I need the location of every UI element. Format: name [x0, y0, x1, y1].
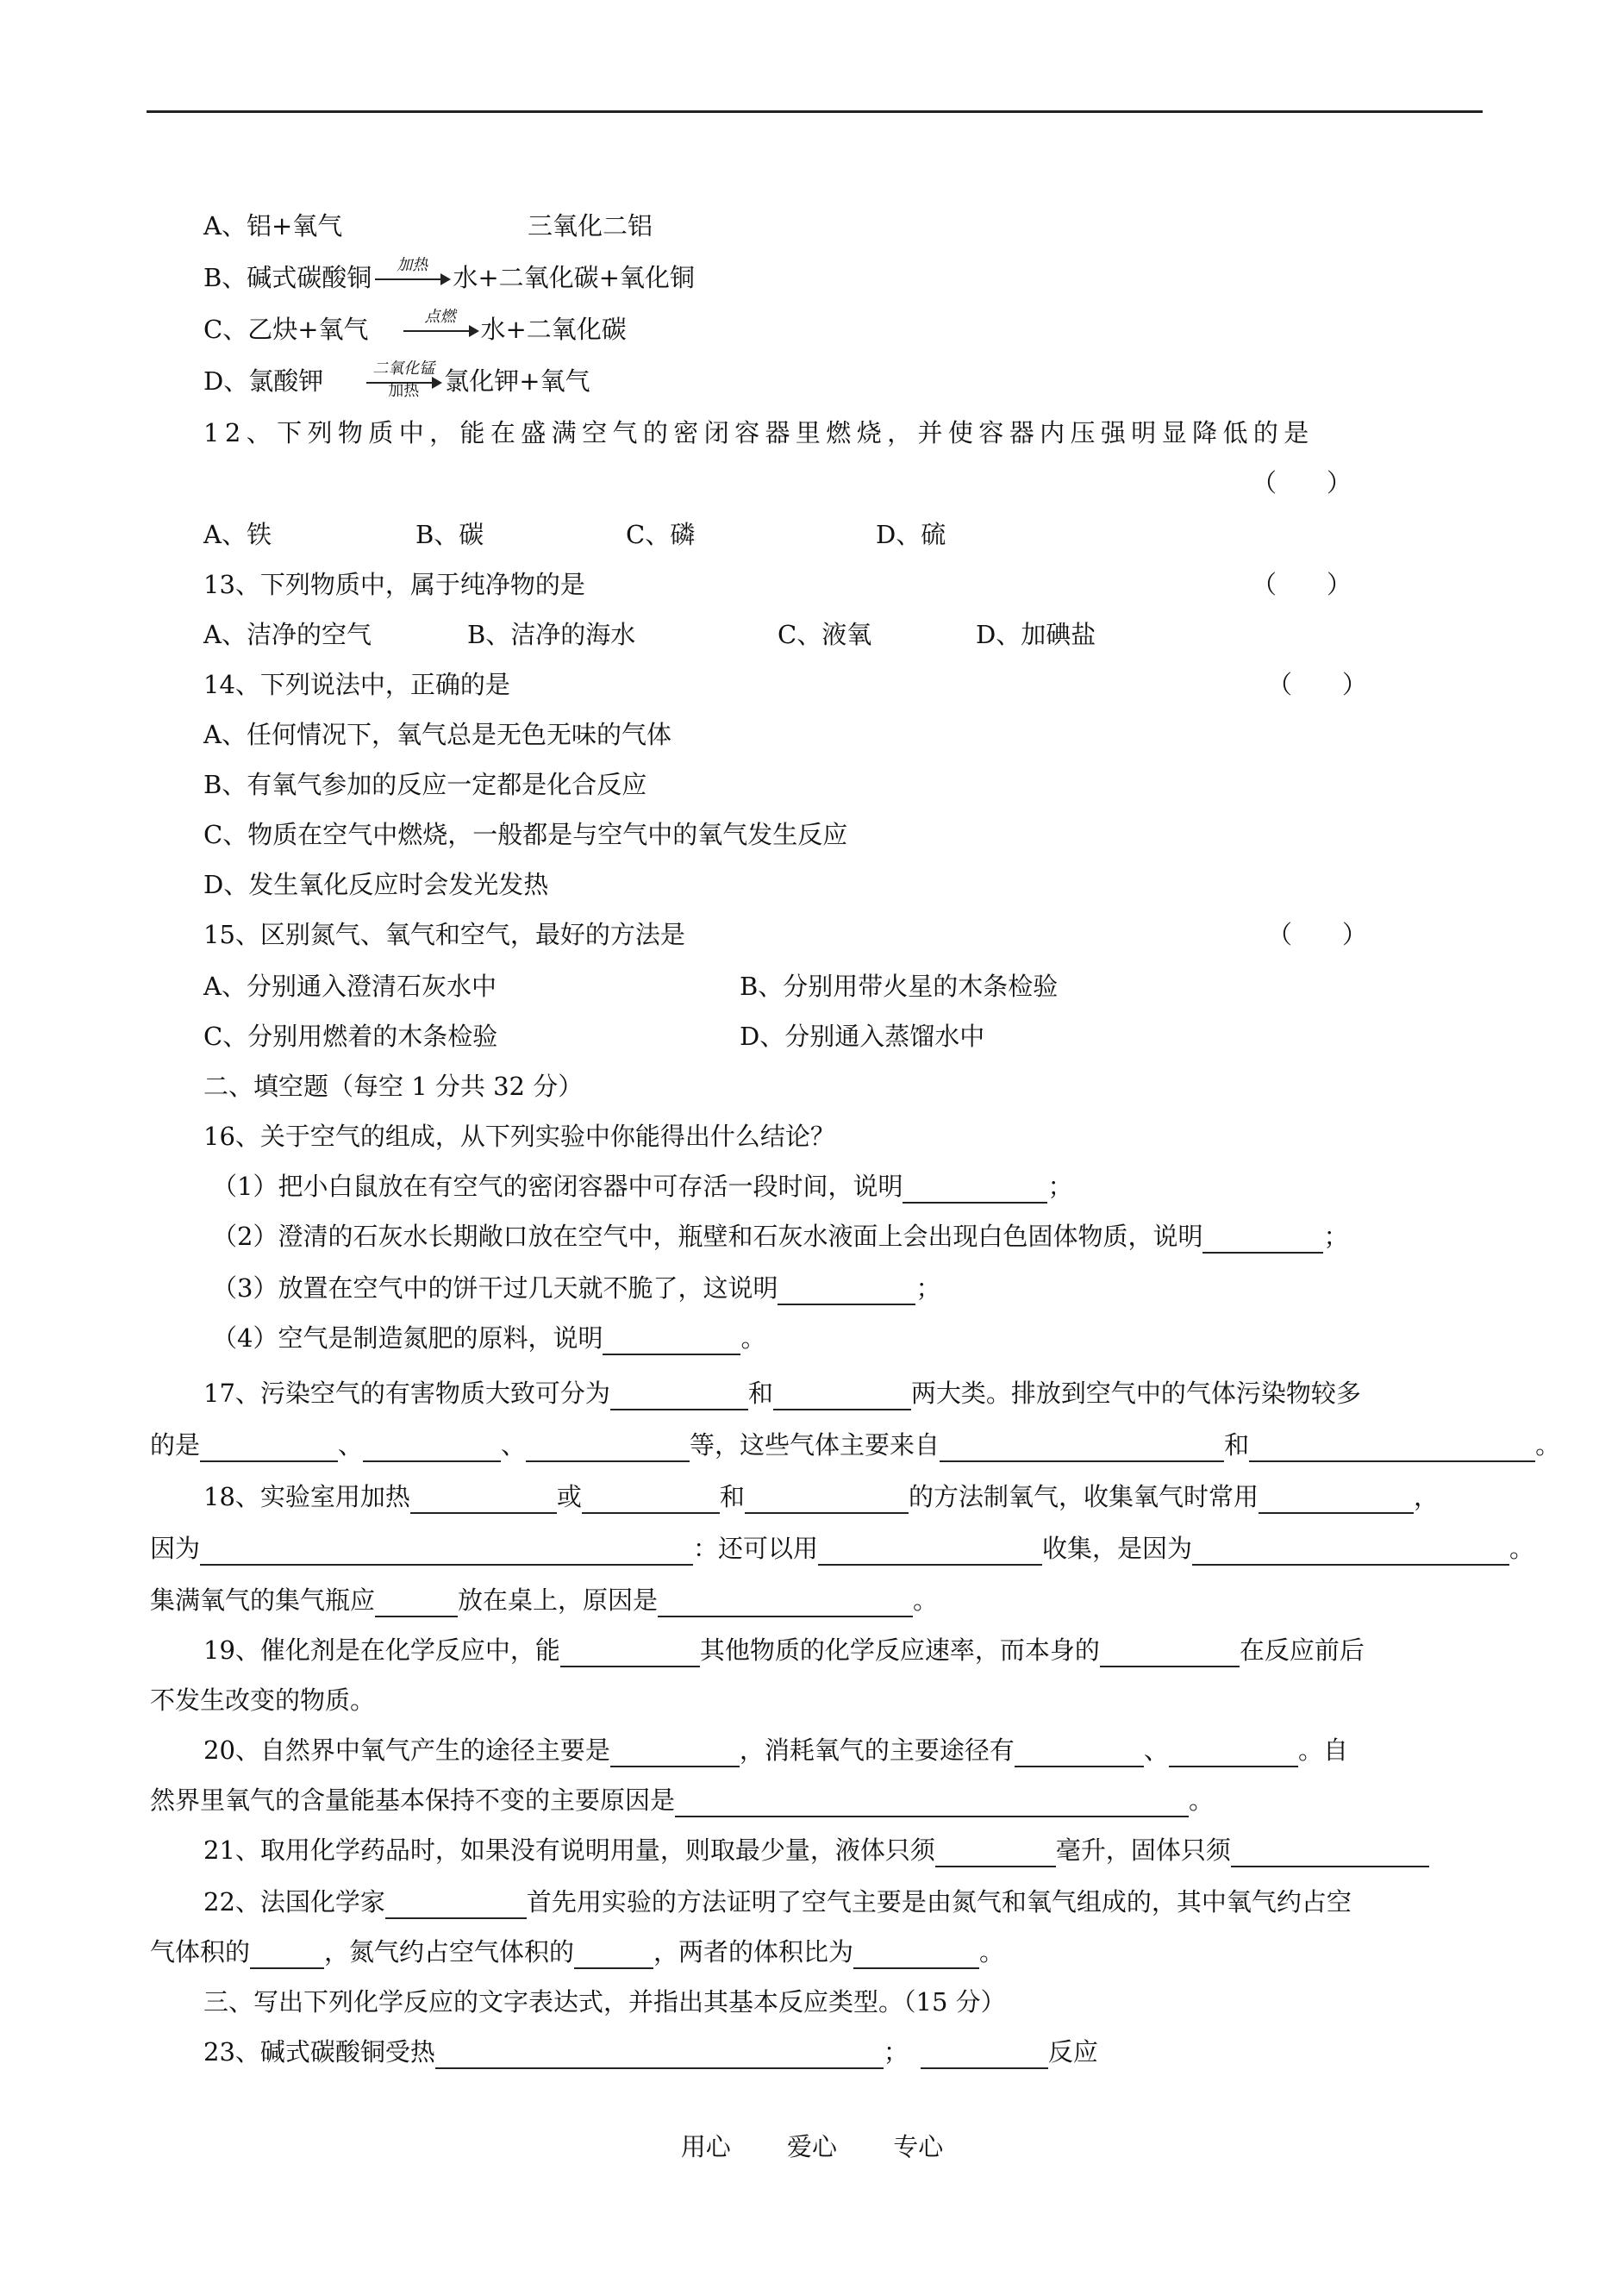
- q13-option-d: D、加碘盐: [976, 620, 1096, 649]
- q20-text: 然界里氧气的含量能基本保持不变的主要原因是: [150, 1785, 676, 1815]
- answer-blank[interactable]: [375, 1590, 458, 1617]
- answer-blank[interactable]: [1202, 1226, 1323, 1254]
- q18-text: 18、实验室用加热: [203, 1482, 410, 1511]
- answer-blank[interactable]: [818, 1538, 1042, 1566]
- answer-blank[interactable]: [610, 1740, 740, 1767]
- q18-text: 放在桌上，原因是: [458, 1585, 659, 1615]
- q18-text: 和: [719, 1482, 745, 1511]
- q18-text: 收集，是因为: [1042, 1534, 1193, 1563]
- answer-blank[interactable]: [903, 1176, 1047, 1204]
- answer-blank[interactable]: [1100, 1640, 1240, 1667]
- q14-option-c: C、物质在空气中燃烧，一般都是与空气中的氧气发生反应: [203, 820, 848, 849]
- q11-option-d: [203, 360, 590, 400]
- answer-blank[interactable]: [1259, 1486, 1414, 1514]
- q20-text: 20、自然界中氧气产生的途径主要是: [203, 1735, 610, 1765]
- answer-blank[interactable]: [603, 1328, 740, 1355]
- q22-text: ，氮气约占空气体积的: [324, 1937, 575, 1967]
- q12-stem: 12、下列物质中，能在盛满空气的密闭容器里燃烧，并使容器内压强明显降低的是: [203, 418, 1315, 447]
- answer-blank[interactable]: [582, 1486, 720, 1514]
- q20-text: 。自: [1297, 1735, 1348, 1765]
- q18-line3: 集满氧气的集气瓶应 放在桌上，原因是 。: [150, 1583, 938, 1617]
- q18-text: ：还可以用: [693, 1534, 819, 1563]
- q22-text: ，两者的体积比为: [653, 1937, 854, 1967]
- answer-blank[interactable]: [1192, 1538, 1509, 1566]
- answer-blank[interactable]: [675, 1790, 1189, 1817]
- q16-sub3: （3）放置在空气中的饼干过几天就不脆了，这说明 ；: [212, 1271, 940, 1305]
- q13-answer-paren: （ ）: [1252, 570, 1352, 599]
- q16-sub4-text: （4）空气是制造氮肥的原料，说明: [212, 1323, 603, 1353]
- q12-option-c: C、磷: [626, 520, 696, 549]
- answer-blank[interactable]: [560, 1640, 700, 1667]
- q18-text: 因为: [150, 1534, 201, 1563]
- q11-option-d-reactants: D、氯酸钾: [203, 366, 324, 396]
- arrow-condition: 加热: [397, 256, 428, 274]
- footer-word: 爱心: [786, 2132, 837, 2161]
- q11-option-b-product: 水+二氧化碳+氧化铜: [453, 263, 695, 292]
- answer-blank[interactable]: [935, 1840, 1056, 1867]
- answer-blank[interactable]: [1231, 1840, 1429, 1867]
- q11-option-c: [203, 308, 627, 348]
- answer-blank[interactable]: [745, 1486, 909, 1514]
- q14-option-b: B、有氧气参加的反应一定都是化合反应: [203, 770, 647, 799]
- q23-text: ；: [883, 2037, 909, 2067]
- q20-line2: 然界里氧气的含量能基本保持不变的主要原因是 。: [150, 1783, 1214, 1817]
- q17-text: 和: [747, 1379, 773, 1408]
- q11-option-a-product: 三氧化二铝: [528, 211, 653, 241]
- q19-text: 其他物质的化学反应速率，而本身的: [699, 1635, 1100, 1665]
- q13-options: [203, 617, 1096, 652]
- q18-text: 或: [556, 1482, 582, 1511]
- q16-stem: 16、关于空气的组成，从下列实验中你能得出什么结论？: [203, 1122, 835, 1151]
- q21-text: 21、取用化学药品时，如果没有说明用量，则取最少量，液体只须: [203, 1835, 935, 1865]
- q17-text: 的是: [150, 1430, 201, 1460]
- q14-option-d: D、发生氧化反应时会发光发热: [203, 870, 549, 899]
- q18-line2: 因为 ：还可以用 收集，是因为 。: [150, 1531, 1534, 1566]
- q16-sub1-text: （1）把小白鼠放在有空气的密闭容器中可存活一段时间，说明: [212, 1172, 903, 1201]
- q13-option-a: A、洁净的空气: [203, 620, 372, 649]
- q19-line1: [203, 1633, 1365, 1667]
- q11-option-a: [203, 209, 653, 243]
- answer-blank[interactable]: [363, 1435, 501, 1462]
- q22-text: 气体积的: [150, 1937, 251, 1967]
- answer-blank[interactable]: [778, 1278, 915, 1305]
- q22-line1: [203, 1885, 1352, 1919]
- q17-line2: 的是 、 、 等，这些气体主要来自 和 。: [150, 1428, 1560, 1462]
- q19-text: 19、催化剂是在化学反应中，能: [203, 1635, 560, 1665]
- q15-option-a: A、分别通入澄清石灰水中: [203, 972, 497, 1001]
- q14-option-a: A、任何情况下，氧气总是无色无味的气体: [203, 720, 671, 749]
- answer-blank[interactable]: [940, 1435, 1224, 1462]
- arrow-condition-bottom: 加热: [388, 382, 420, 400]
- q23-text: 23、碱式碳酸铜受热: [203, 2037, 435, 2067]
- q16-sub2-text: （2）澄清的石灰水长期敞口放在空气中，瓶壁和石灰水液面上会出现白色固体物质，说明: [212, 1222, 1203, 1251]
- answer-blank[interactable]: [200, 1435, 338, 1462]
- q15-option-c: C、分别用燃着的木条检验: [203, 1022, 498, 1051]
- q22-line2: 气体积的 ，氮气约占空气体积的 ，两者的体积比为 。: [150, 1935, 1004, 1969]
- q13-option-c: C、液氧: [778, 620, 872, 649]
- q15-answer-paren: （ ）: [1267, 920, 1368, 949]
- q15-stem: 15、区别氮气、氧气和空气，最好的方法是: [203, 920, 685, 949]
- q13-option-b: B、洁净的海水: [467, 620, 636, 649]
- answer-blank[interactable]: [526, 1435, 690, 1462]
- answer-blank[interactable]: [410, 1486, 557, 1514]
- q23-text: 反应: [1047, 2037, 1098, 2067]
- q17-text: 17、污染空气的有害物质大致可分为: [203, 1379, 610, 1408]
- q21-text: 毫升，固体只须: [1055, 1835, 1231, 1865]
- answer-blank[interactable]: [610, 1383, 748, 1410]
- q18-line1: 18、实验室用加热 或 和 的方法制氧气，收集氧气时常用 ，: [203, 1479, 1439, 1514]
- answer-blank[interactable]: [574, 1942, 653, 1969]
- q19-line2: 不发生改变的物质。: [150, 1685, 376, 1715]
- answer-blank[interactable]: [435, 2042, 884, 2069]
- answer-blank[interactable]: [921, 2042, 1048, 2069]
- header-rule: [147, 110, 1483, 113]
- q20-text: ，消耗氧气的主要途径有: [739, 1735, 1015, 1765]
- q22-text: 22、法国化学家: [203, 1887, 385, 1917]
- answer-blank[interactable]: [853, 1942, 979, 1969]
- q15-options-row2: [203, 1019, 985, 1054]
- q11-option-c-product: 水+二氧化碳: [480, 315, 627, 344]
- footer-word: 用心: [680, 2132, 731, 2161]
- q16-sub1: （1）把小白鼠放在有空气的密闭容器中可存活一段时间，说明 ；: [212, 1169, 1072, 1204]
- q17-text: 等，这些气体主要来自: [690, 1430, 940, 1460]
- reaction-arrow: [365, 360, 442, 400]
- q11-option-d-product: 氯化钾+氧气: [444, 366, 590, 396]
- answer-blank[interactable]: [250, 1942, 324, 1969]
- q12-option-b: B、碳: [415, 520, 484, 549]
- q14-answer-paren: （ ）: [1267, 670, 1368, 699]
- q12-option-a: A、铁: [203, 520, 272, 549]
- arrow-condition: 点燃: [424, 308, 456, 326]
- page-footer: [0, 2128, 1624, 2163]
- answer-blank[interactable]: [200, 1538, 693, 1566]
- answer-blank[interactable]: [1249, 1435, 1535, 1462]
- answer-blank[interactable]: [1015, 1740, 1144, 1767]
- q15-option-d: D、分别通入蒸馏水中: [740, 1022, 985, 1051]
- q14-stem: 14、下列说法中，正确的是: [203, 670, 510, 699]
- q15-option-b: B、分别用带火星的木条检验: [740, 972, 1059, 1001]
- q21-line: [203, 1833, 1429, 1867]
- q17-text: 两大类。排放到空气中的气体污染物较多: [910, 1379, 1361, 1408]
- section-3-heading: 三、写出下列化学反应的文字表达式，并指出其基本反应类型。（15 分）: [203, 1987, 1006, 2017]
- q23-line: [203, 2035, 1098, 2069]
- q12-options: [203, 517, 946, 552]
- q16-sub3-text: （3）放置在空气中的饼干过几天就不脆了，这说明: [212, 1273, 778, 1303]
- answer-blank[interactable]: [1169, 1740, 1298, 1767]
- q20-line1: 20、自然界中氧气产生的途径主要是 ，消耗氧气的主要途径有 、 。自: [203, 1733, 1348, 1767]
- q13-stem: 13、下列物质中，属于纯净物的是: [203, 570, 585, 599]
- q17-line1: [203, 1376, 1361, 1410]
- q11-option-c-reactants: C、乙炔+氧气: [203, 315, 369, 344]
- answer-blank[interactable]: [773, 1383, 911, 1410]
- q17-text: 和: [1224, 1430, 1250, 1460]
- q11-option-a-reactants: A、铝+氧气: [203, 211, 343, 241]
- footer-word: 专心: [893, 2132, 944, 2161]
- q15-options-row1: [203, 969, 1059, 1004]
- q16-sub2: （2）澄清的石灰水长期敞口放在空气中，瓶壁和石灰水液面上会出现白色固体物质，说明 ；: [212, 1219, 1348, 1254]
- q16-sub4: （4）空气是制造氮肥的原料，说明 。: [212, 1321, 765, 1355]
- q19-text: 在反应前后: [1239, 1635, 1365, 1665]
- q12-answer-paren: （ ）: [1252, 468, 1352, 497]
- reaction-arrow: [373, 256, 451, 297]
- q18-text: 集满氧气的集气瓶应: [150, 1585, 376, 1615]
- answer-blank[interactable]: [385, 1892, 527, 1919]
- answer-blank[interactable]: [658, 1590, 913, 1617]
- section-2-heading: 二、填空题（每空 1 分共 32 分）: [203, 1072, 584, 1101]
- q12-option-d: D、硫: [876, 520, 946, 549]
- q22-text: 首先用实验的方法证明了空气主要是由氮气和氧气组成的，其中氧气约占空: [526, 1887, 1352, 1917]
- q18-text: 的方法制氧气，收集氧气时常用: [908, 1482, 1259, 1511]
- q11-option-b: [203, 256, 695, 297]
- reaction-arrow: [402, 308, 479, 348]
- arrow-condition-top: 二氧化锰: [372, 360, 435, 378]
- q11-option-b-reactants: B、碱式碳酸铜: [203, 263, 372, 292]
